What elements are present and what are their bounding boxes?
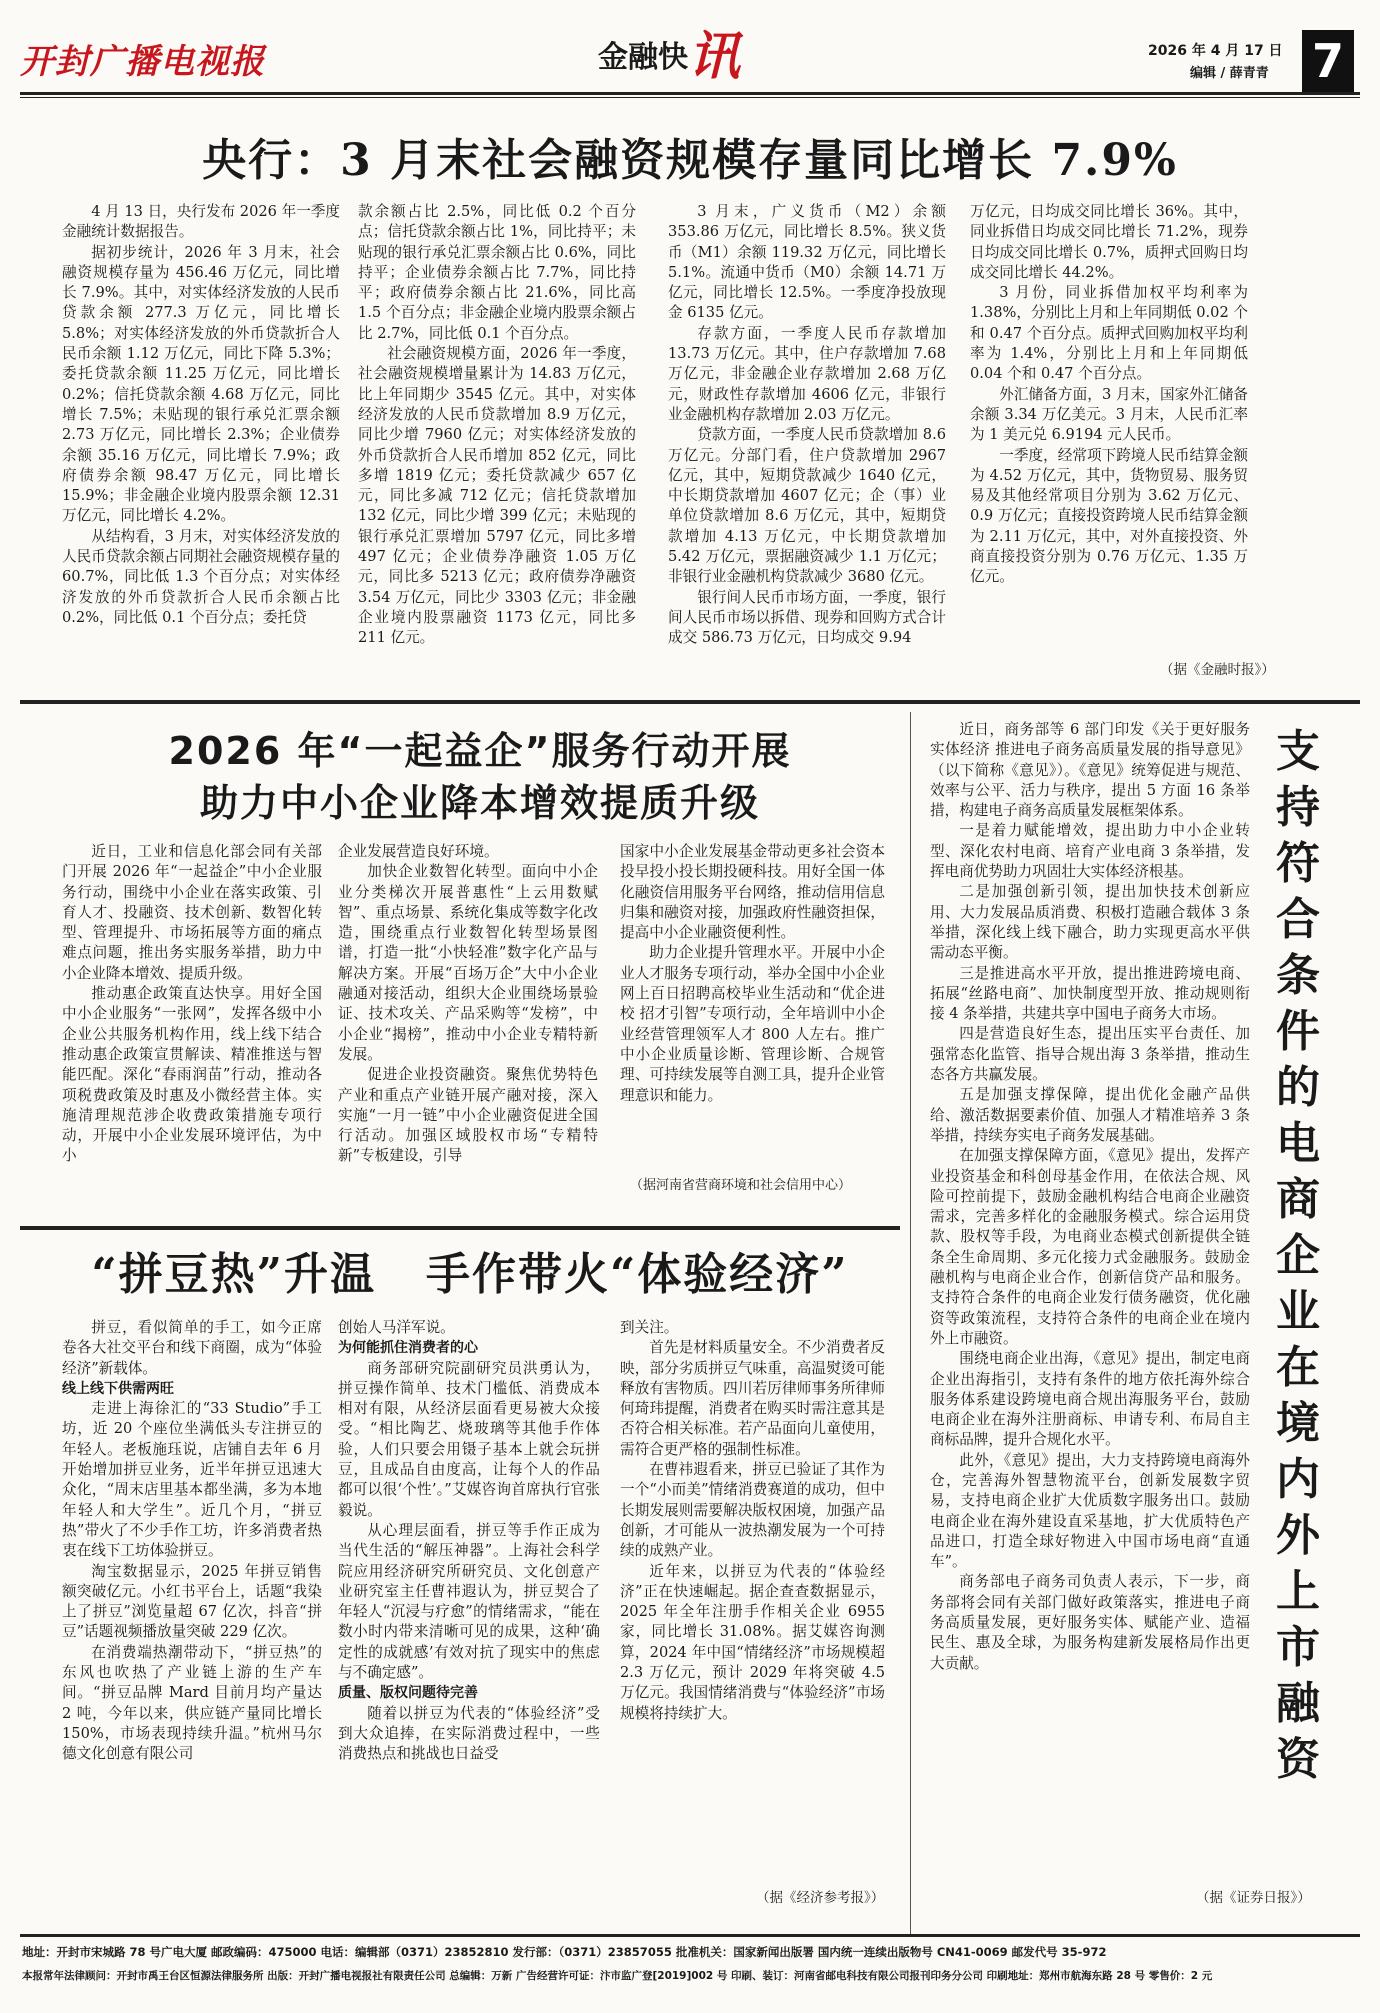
footer-line-1: 地址：开封市宋城路 78 号广电大厦 邮政编码：475000 电话：编辑部（0371）23852810 发行部：（0371）23857055 批准机关：国家新闻出版署 国内统一连续出版物号 CN41-0069 邮发代号 35-972 — [22, 1945, 1107, 1959]
article1-col-3 — [668, 202, 946, 679]
paragraph: 贷款方面，一季度人民币贷款增加 8.6 万亿元。分部门看，住户贷款增加 2967 亿元，其中，短期贷款减少 1640 亿元，中长期贷款增加 4607 亿元；企（事）业单位贷款增加 8.6 万亿元，其中，短期贷款增加 4.13 万亿元，中长期贷款增加 5.42 万亿元，票据融资减少 1.1 万亿元；非银行业金融机构贷款减少 3680 亿元。 — [668, 426, 946, 586]
paragraph: 3 月份，同业拆借加权平均利率为 1.38%，分别比上月和上年同期低 0.02 个和 0.47 个百分点。质押式回购加权平均利率为 1.4%，分别比上月和上年同期低 0.04 个和 0.47 个百分点。 — [970, 284, 1248, 383]
subheading: 为何能抓住消费者的心 — [338, 1340, 478, 1357]
article3-title-a: “拼豆热”升温 — [91, 1249, 376, 1300]
article3-col-1 — [62, 1318, 322, 1922]
paragraph: 4 月 13 日，央行发布 2026 年一季度金融统计数据报告。 — [62, 203, 340, 241]
page-number: 7 — [1302, 30, 1354, 92]
paragraph: 加快企业数智化转型。面向中小企业分类梯次开展普惠性“上云用数赋智”、重点场景、系统化集成等数字化改造，围绕重点行业数智化转型场景图谱，打造一批“小快轻准”数字化产品与解决方案。开展“百场万企”大中小企业融通对接活动，组织大企业围绕场景验证、技术攻关、产品采购等“发榜”，中小企业“揭榜”，推动中小企业专精特新发展。 — [338, 863, 598, 1063]
page-editor: 编辑 / 薛青青 — [1190, 66, 1269, 81]
paragraph: 3 月末，广义货币（M2）余额 353.86 万亿元，同比增长 8.5%。狭义货币（M1）余额 119.32 万亿元，同比增长 5.1%。流通中货币（M0）余额 14.71 万亿元，同比增长 12.5%。一季度净投放现金 6135 亿元。 — [668, 203, 946, 322]
paragraph: 银行间人民币市场方面，一季度，银行间人民币市场以拆借、现券和回购方式合计成交 586.73 万亿元，日均成交 9.94 — [668, 588, 946, 647]
article2-col-1 — [62, 842, 322, 1218]
paragraph: 助力企业提升管理水平。开展中小企业人才服务专项行动，举办全国中小企业网上百日招聘高校毕业生活动和“优企进校 招才引智”专项行动，全年培训中小企业经营管理领军人才 800 人左右。推广中小企业质量诊断、管理诊断、合规管理、可持续发展等自测工具，提升企业管理意识和能力。 — [620, 944, 885, 1104]
paragraph: 近年来，以拼豆为代表的“体验经济”正在快速崛起。据企查查数据显示，2025 年全年注册手作相关企业 6955 家，同比增长 31.08%。据艾媒咨询测算，2024 年中国“情绪经济”市场规模超 2.3 万亿元，预计 2029 年将突破 4.5 万亿元。我国情绪消费与“体验经济”市场规模将持续扩大。 — [620, 1562, 885, 1722]
paragraph: 存款方面，一季度人民币存款增加 13.73 万亿元。其中，住户存款增加 7.68 万亿元，非金融企业存款增加 2.68 万亿元，财政性存款增加 4606 亿元，非银行业金融机构存款增加 2.03 万亿元。 — [668, 324, 946, 423]
paragraph: 到关注。 — [620, 1319, 679, 1336]
article2-title-line1: 2026 年“一起益企”服务行动开展 — [168, 729, 792, 773]
paragraph: 款余额占比 2.5%，同比低 0.2 个百分点；信托贷款余额占比 1%，同比持平；未贴现的银行承兑汇票余额占比 0.6%，同比持平；企业债券余额占比 7.7%，同比持平；政府债券余额占比 21.6%，同比高 1.5 个百分点；非金融企业境内股票余额占比 2.7%，同比低 0.1 个百分点。 — [358, 203, 636, 342]
article1-col-1 — [62, 202, 340, 679]
paragraph: 社会融资规模方面，2026 年一季度，社会融资规模增量累计为 14.83 万亿元，比上年同期少 3545 亿元。其中，对实体经济发放的人民币贷款增加 8.9 万亿元，同比少增 7960 亿元；对实体经济发放的外币贷款折合人民币增加 852 亿元，同比多增 1819 亿元；委托贷款减少 657 亿元，同比多减 712 亿元；信托贷款增加 132 亿元，同比少增 399 亿元；未贴现的银行承兑汇票增加 5797 亿元，同比多增 497 亿元；企业债券净融资 1.05 万亿元，同比多 5213 亿元；政府债券净融资 3.54 万亿元，同比少 3303 亿元；非金融企业境内股票融资 1173 亿元，同比多 211 亿元。 — [358, 345, 636, 647]
article1-title: 央行：3 月末社会融资规模存量同比增长 7.9% — [202, 135, 1178, 186]
section-divider-2 — [20, 1226, 900, 1230]
header-rule-thin — [20, 97, 1360, 98]
paragraph: 四是营造良好生态，提出压实平台责任、加强常态化监管、指导合规出海 3 条举措，推动生态各方共赢发展。 — [930, 1025, 1250, 1084]
paragraph: 商务部电子商务司负责人表示，下一步，商务部将会同有关部门做好政策落实，推进电子商务高质量发展，更好服务实体、赋能产业、造福民生、惠及全球，为服务构建新发展格局作出更大贡献。 — [930, 1573, 1250, 1672]
subheading: 质量、版权问题待完善 — [338, 1685, 478, 1702]
article3-col-3 — [620, 1318, 885, 1878]
paragraph: 在加强支撑保障方面，《意见》提出，发挥产业投资基金和科创母基金作用，在依法合规、风险可控前提下，鼓励金融机构结合电商企业融资需求，完善多样化的金融服务模式。综合运用贷款、股权等手段，为电商业态模式创新提供全链条全生命周期、多元化接力式金融服务。鼓励金融机构与电商企业合作，创新信贷产品和服务。支持符合条件的电商企业发行债务融资，优化融资等政策流程，支持符合条件的电商企业在境内外上市融资。 — [930, 1147, 1250, 1347]
paragraph: 万亿元，日均成交同比增长 36%。其中，同业拆借日均成交同比增长 71.2%，现券日均成交同比增长 0.7%，质押式回购日均成交同比增长 44.2%。 — [970, 203, 1248, 281]
article4-source: （据《证券日报》） — [1196, 1890, 1311, 1906]
section-title — [598, 14, 741, 87]
paragraph: 走进上海徐汇的“33 Studio”手工坊，近 20 个座位坐满低头专注拼豆的年轻人。老板施珏说，店铺自去年 6 月开始增加拼豆业务，近半年拼豆迅速大众化，“周末店里基本都坐满，多为本地年轻人和大学生”。近几个月，“拼豆热”带火了不少手作工坊，许多消费者热衷在线下工坊体验拼豆。 — [62, 1400, 322, 1560]
paragraph: 首先是材料质量安全。不少消费者反映，部分劣质拼豆气味重，高温熨烫可能释放有害物质。四川若厉律师事务所律师何琦玮提醒，消费者在购买时需注意其是否符合相关标准。若产品面向儿童使用，需符合更严格的强制性标准。 — [620, 1339, 885, 1458]
article1-col-4 — [970, 202, 1248, 622]
article2-col-2 — [338, 842, 598, 1218]
paragraph: 从心理层面看，拼豆等手作正成为当代生活的“解压神器”。上海社会科学院应用经济研究所研究员、文化创意产业研究室主任曹祎遐认为，拼豆契合了年轻人“沉浸与疗愈”的情绪需求，“能在数小时内带来清晰可见的成果，这种‘确定性的成就感’有效对抗了现实中的焦虑与不确定感”。 — [338, 1521, 600, 1682]
paragraph: 商务部研究院副研究员洪勇认为，拼豆操作简单、技术门槛低、消费成本相对有限，从经济层面看更易被大众接受。“相比陶艺、烧玻璃等其他手作体验，人们只要会用镊子基本上就会玩拼豆，且成品自由度高，让每个人的作品都可以很‘个性’。”艾媒咨询首席执行官张毅说。 — [338, 1359, 600, 1519]
paragraph: 淘宝数据显示，2025 年拼豆销售额突破亿元。小红书平台上，话题“我染上了拼豆”浏览量超 67 亿次，抖音“拼豆”话题视频播放量突破 229 亿次。 — [62, 1562, 322, 1641]
paragraph: 一是着力赋能增效，提出助力中小企业转型、深化农村电商、培育产业电商 3 条举措，发挥电商优势助力巩固壮大实体经济根基。 — [930, 822, 1250, 881]
paragraph: 促进企业投资融资。聚焦优势特色产业和重点产业链开展产融对接，深入实施“一月一链”中小企业融资促进全国行活动。加强区域股权市场“专精特新”专板建设，引导 — [338, 1066, 598, 1165]
paragraph: 据初步统计，2026 年 3 月末，社会融资规模存量为 456.46 万亿元，同比增长 7.9%。其中，对实体经济发放的人民币贷款余额 277.3 万亿元，同比增长 5.8%；对实体经济发放的外币贷款折合人民币余额 1.12 万亿元，同比下降 5.3%；委托贷款余额 11.25 万亿元，同比增长 0.2%；信托贷款余额 4.68 万亿元，同比增长 7.5%；未贴现的银行承兑汇票余额 2.73 万亿元，同比增长 2.3%；企业债券余额 35.16 万亿元，同比增长 7.9%；政府债券余额 98.47 万亿元，同比增长 15.9%；非金融企业境内股票余额 12.31 万亿元，同比增长 4.2%。 — [62, 243, 340, 525]
article2-title-line2: 助力中小企业降本增效提质升级 — [199, 781, 760, 825]
paragraph: 三是推进高水平开放，提出推进跨境电商、拓展“丝路电商”、加快制度型开放、推动规则衔接 4 条举措，共建共享中国电子商务大市场。 — [930, 964, 1250, 1023]
issue-date: 2026 年 4 月 17 日 — [1148, 43, 1283, 59]
paragraph: 推动惠企政策直达快享。用好全国中小企业服务“一张网”，发挥各级中小企业公共服务机构作用，线上线下结合推动惠企政策宣贯解读、精准推送与智能匹配。深化“春雨润苗”行动，推动各项税费政策及时惠及小微经营主体。实施清理规范涉企收费政策措施专项行动，开展中小企业发展环境评估，为中小 — [62, 985, 322, 1165]
article3-source: （据《经济参考报》） — [756, 1890, 885, 1906]
paragraph: 创始人马洋军说。 — [338, 1319, 455, 1336]
paragraph: 从结构看，3 月末，对实体经济发放的人民币贷款余额占同期社会融资规模存量的 60.7%，同比低 1.3 个百分点；对实体经济发放的外币贷款折合人民币余额占比 0.2%，同比低 0.1 个百分点；委托贷 — [62, 527, 340, 626]
article1-source: （据《金融时报》） — [1160, 662, 1275, 678]
article3-title-b: 手作带火“体验经济” — [426, 1249, 849, 1300]
header-rule — [20, 92, 1360, 95]
article2-col-3 — [620, 842, 885, 1174]
paragraph: 在曹祎遐看来，拼豆已验证了其作为一个“小而美”情绪消费赛道的成功，但中长期发展则需要解决版权困境，加强产品创新，才可能从一波热潮发展为一个可持续的成熟产业。 — [620, 1461, 885, 1560]
paragraph: 二是加强创新引领，提出加快技术创新应用、大力发展品质消费、积极打造融合载体 3 条举措，深化线上线下融合，助力实现更高水平供需动态平衡。 — [930, 883, 1250, 962]
paragraph: 国家中小企业发展基金带动更多社会资本投早投小投长期投硬科技。用好全国一体化融资信用服务平台网络，推动信用信息归集和融资对接，加强政府性融资担保，提高中小企业融资便利性。 — [620, 843, 885, 942]
footer-rule — [20, 1934, 1360, 1937]
paper-logo: 开封广播电视报 — [20, 42, 265, 82]
paragraph: 近日，工业和信息化部会同有关部门开展 2026 年“一起益企”中小企业服务行动，围绕中小企业在落实政策、引育人才、投融资、技术创新、数智化转型、管理提升、市场拓展等方面的痛点难点问题，推出务实服务举措，助力中小企业降本增效、提质升级。 — [62, 843, 322, 982]
section-title-accent: 讯 — [688, 26, 741, 87]
footer-line-2: 本报常年法律顾问：开封市禹王台区恒源法律服务所 出版：开封广播电视报社有限责任公司 总编辑：万新 广告经营许可证：汴市监广登[2019]002 号 印刷、装订：河南省邮电科技有限公司报刊印务分公司 印刷地址：郑州市航海东路 28 号 零售价：2 元 — [22, 1970, 1213, 1982]
article1-col-2 — [358, 202, 636, 679]
article3-col-2 — [338, 1318, 600, 1922]
paragraph: 拼豆，看似简单的手工，如今正席卷各大社交平台和线下商圈，成为“体验经济”新载体。 — [62, 1319, 322, 1377]
column-divider — [910, 712, 911, 1934]
paragraph: 一季度，经常项下跨境人民币结算金额为 4.52 万亿元，其中，货物贸易、服务贸易及其他经常项目分别为 3.62 万亿元、0.9 万亿元；直接投资跨境人民币结算金额为 2.11 万亿元，其中，对外直接投资、外商直接投资分别为 0.76 万亿元、1.35 万亿元。 — [970, 446, 1248, 586]
paragraph: 近日，商务部等 6 部门印发《关于更好服务实体经济 推进电子商务高质量发展的指导意见》（以下简称《意见》）。《意见》统筹促进与规范、效率与公平、活力与秩序，提出 5 方面 16 条举措，构建电子商务高质量发展框架体系。 — [930, 721, 1250, 820]
section-divider-1 — [20, 700, 1360, 704]
paragraph: 外汇储备方面，3 月末，国家外汇储备余额 3.34 万亿美元。3 月末，人民币汇率为 1 美元兑 6.9194 元人民币。 — [970, 385, 1248, 444]
paragraph: 企业发展营造良好环境。 — [338, 843, 499, 860]
article3-title — [40, 1238, 900, 1302]
paragraph: 此外，《意见》提出，大力支持跨境电商海外仓，完善海外智慧物流平台，创新发展数字贸易，支持电商企业扩大优质数字服务出口。鼓励电商企业在海外建设直采基地，扩大优质特色产品进口，打造全球好物进入中国市场电商“直通车”。 — [930, 1451, 1250, 1571]
section-title-main: 金融快 — [598, 40, 688, 75]
paragraph: 随着以拼豆为代表的“体验经济”受到大众追捧，在实际消费过程中，一些消费热点和挑战也日益受 — [338, 1704, 600, 1763]
article4-body — [930, 720, 1250, 1870]
article4-title: 支持符合条件的电商企业在境内外上市融资 — [1276, 726, 1320, 1785]
paragraph: 五是加强支撑保障，提出优化金融产品供给、激活数据要素价值、加强人才精准培养 3 条举措，持续夯实电子商务发展基础。 — [930, 1086, 1250, 1144]
paragraph: 围绕电商企业出海，《意见》提出，制定电商企业出海指引，支持有条件的地方依托海外综合服务体系建设跨境电商合规出海服务平台，鼓励电商企业在海外注册商标、申请专利、布局自主商标品牌，提升合规化水平。 — [930, 1350, 1250, 1449]
article2-source: （据河南省营商环境和社会信用中心） — [630, 1178, 852, 1193]
subheading: 线上线下供需两旺 — [62, 1380, 174, 1397]
paragraph: 在消费端热潮带动下，“拼豆热”的东风也吹热了产业链上游的生产车间。“拼豆品牌 Mard 目前月均产量达 2 吨，今年以来，供应链产量同比增长 150%，市场表现持续升温。”杭州马尔德文化创意有限公司 — [62, 1643, 322, 1763]
